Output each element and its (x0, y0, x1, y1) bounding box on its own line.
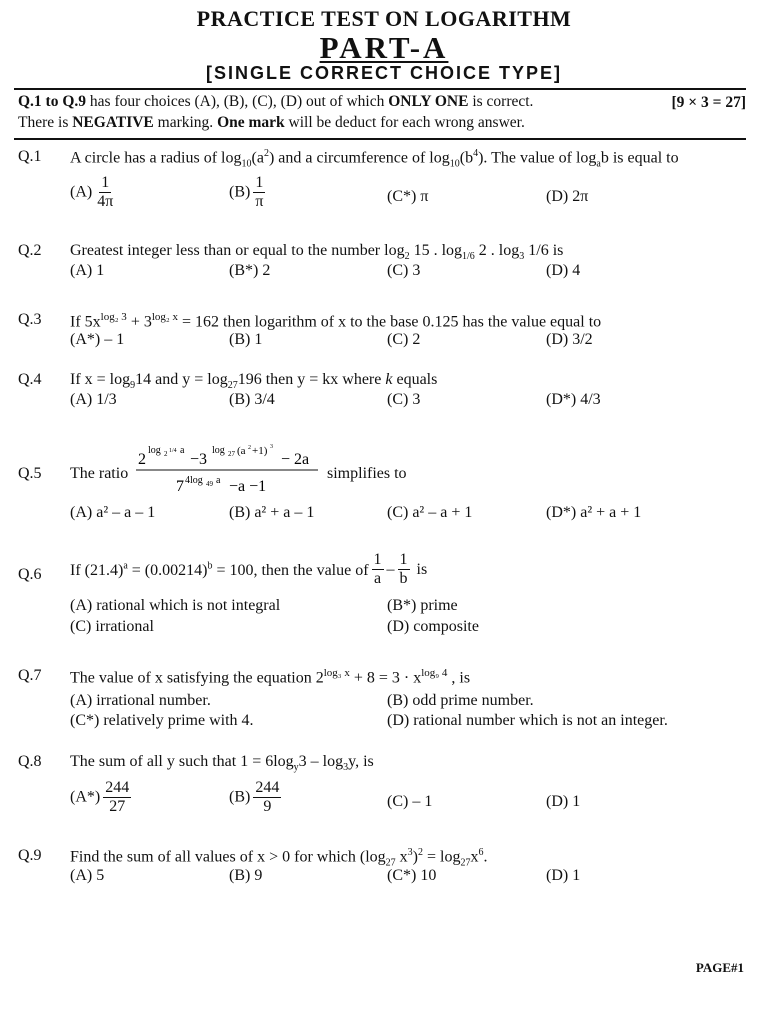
option-c: (C*) π (387, 188, 429, 205)
question-text: A circle has a radius of $\log_{10}(a^2)$ and a circumference of $\log_{10}(b^4)$. The value of $\log_ab$ is equal to (70, 148, 679, 170)
svg-text:27: 27 (228, 450, 235, 458)
question-number: Q.1 (18, 148, 42, 165)
question-text: The sum of all y such that $1 = 6\log_y3 - \log_3y$, is (70, 753, 374, 774)
instruction-line-1: Q.1 to Q.9 has four choices (A), (B), (C), (D) out of which ONLY ONE is correct. (18, 93, 534, 110)
option-c: (C) 3 (387, 262, 421, 279)
option-a: (A) $\frac{1}{4\pi}$ (70, 174, 114, 211)
option-c: (C) a² – a + 1 (387, 504, 473, 521)
option-a: (A) 5 (70, 867, 105, 884)
divider (14, 138, 746, 140)
svg-text:log: log (148, 445, 161, 456)
svg-text:4log: 4log (185, 475, 203, 486)
question-text-intro: The ratio (70, 465, 129, 482)
option-b: (B*) prime (387, 597, 458, 614)
question-number: Q.2 (18, 242, 42, 259)
option-a: (A) 1/3 (70, 391, 117, 408)
question-number: Q.3 (18, 311, 42, 328)
option-c: (C) 3 (387, 391, 421, 408)
svg-text:a: a (216, 475, 221, 486)
question-text: If $(21.4)^a = (0.00214)^b = 100$, then the value of $\frac{1}{a}$ – $\frac{1}{b}$ is (70, 551, 428, 588)
option-b: (B) 3/4 (229, 391, 275, 408)
page-title: PRACTICE TEST ON LOGARITHM (196, 6, 572, 31)
option-b: (B) $\frac{1}{\pi}$ (229, 174, 264, 211)
option-c: (C) 2 (387, 331, 421, 348)
part-heading: PART-A (319, 30, 449, 65)
divider (14, 88, 746, 90)
svg-text:+1): +1) (252, 445, 268, 457)
option-c: (C) irrational (70, 618, 154, 635)
question-number: Q.9 (18, 847, 42, 864)
option-d: (D) composite (387, 618, 479, 635)
option-b: (B) odd prime number. (387, 692, 534, 709)
question-number: Q.4 (18, 371, 42, 388)
option-b: (B) 1 (229, 331, 263, 348)
option-c: (C) – 1 (387, 793, 433, 810)
svg-text:a: a (180, 445, 185, 456)
option-b: (B) 9 (229, 867, 263, 884)
question-text: The value of x satisfying the equation $2^{log_3 x} + 8 = 3 \cdot x^{log_9 4}$ , is (70, 667, 471, 687)
question-type-heading: [SINGLE CORRECT CHOICE TYPE] (205, 63, 562, 83)
marks-scheme: [9 × 3 = 27] (671, 94, 746, 111)
svg-text:1/4: 1/4 (169, 448, 177, 454)
option-a: (A) rational which is not integral (70, 597, 281, 614)
option-d: (D*) 4/3 (546, 391, 601, 408)
question-text: Find the sum of all values of x > 0 for which ($\log_{27}$ $x^3)^2 = \log_{27}x^6$. (70, 847, 488, 869)
svg-text:log: log (212, 445, 225, 456)
option-a: (A) a² – a – 1 (70, 504, 156, 521)
svg-text:2: 2 (138, 451, 146, 468)
option-c: (C*) relatively prime with 4. (70, 712, 254, 729)
option-d: (D) 1 (546, 793, 581, 810)
question-text: If $5x^{log_2 3} + 3^{log_2 x} = 162$ then logarithm of x to the base 0.125 has the value equal to (70, 311, 602, 331)
svg-text:−3: −3 (190, 451, 208, 468)
question-number: Q.5 (18, 465, 42, 482)
option-d: (D) 3/2 (546, 331, 593, 348)
question-text: If $x = \log_914$ and $y = \log_{27}196$ then y = kx where k equals (70, 371, 438, 392)
option-b: (B) a² + a – 1 (229, 504, 315, 521)
instruction-line-2: There is NEGATIVE marking. One mark will be deduct for each wrong answer. (18, 114, 525, 131)
question-number: Q.7 (18, 667, 42, 684)
svg-text:(a: (a (237, 445, 246, 457)
svg-text:− 2a: − 2a (281, 451, 310, 468)
option-d: (D) 1 (546, 867, 581, 884)
option-d: (D) 2π (546, 188, 589, 205)
svg-text:49: 49 (206, 480, 213, 488)
option-a: (A*) $\frac{244}{27}$ (70, 779, 130, 816)
option-b: (B) $\frac{244}{9}$ (229, 779, 280, 816)
page-number: PAGE#1 (695, 960, 744, 975)
svg-text:2: 2 (164, 450, 168, 458)
question-text: Greatest integer less than or equal to the number $\log_2 15$ . $\log_{1/6} 2$ . $\log_3 1/6$ is (70, 242, 564, 263)
option-d: (D*) a² + a + 1 (546, 504, 642, 521)
ratio-expression (136, 442, 322, 498)
question-number: Q.6 (18, 566, 42, 583)
option-d: (D) 4 (546, 262, 581, 279)
option-a: (A) irrational number. (70, 692, 211, 709)
option-a: (A) 1 (70, 262, 105, 279)
question-number: Q.8 (18, 753, 42, 770)
option-b: (B*) 2 (229, 262, 271, 279)
svg-text:3: 3 (270, 444, 273, 450)
svg-text:7: 7 (176, 478, 184, 495)
question-text-end: simplifies to (327, 465, 407, 482)
option-a: (A*) – 1 (70, 331, 125, 348)
svg-text:2: 2 (248, 445, 251, 451)
svg-text:−a −1: −a −1 (229, 478, 267, 495)
option-d: (D) rational number which is not an integer. (387, 712, 668, 729)
option-c: (C*) 10 (387, 867, 437, 884)
